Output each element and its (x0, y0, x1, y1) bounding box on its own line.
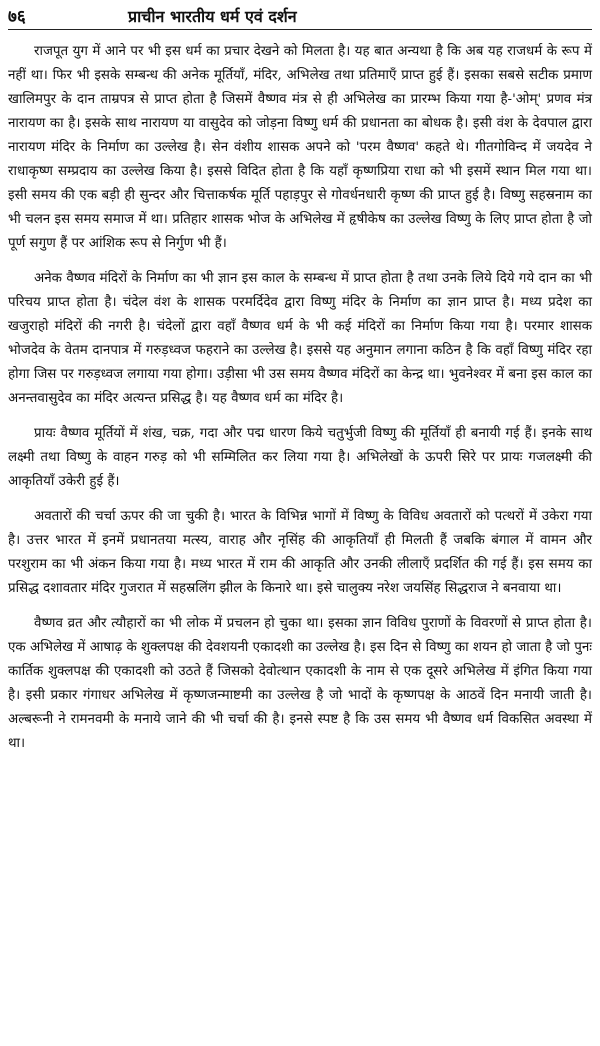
header-rule (8, 29, 592, 30)
paragraph-2: अनेक वैष्णव मंदिरों के निर्माण का भी ज्ञान इस काल के सम्बन्ध में प्राप्त होता है तथा उनके लिये दिये गये दान का भी परिचय प्राप्त होता है। चंदेल वंश के शासक परमर्दिदेव द्वारा विष्णु मंदिर के निर्माण का ज्ञान प्राप्त है। मध्य प्रदेश का खजुराहो मंदिरों की नगरी है। चंदेलों द्वारा वहाँ वैष्णव धर्म के भी कई मंदिरों का निर्माण किया गया है। परमार शासक भोजदेव के वेतम दानपात्र में गरुड़ध्वज फहराने का उल्लेख है। इससे यह अनुमान लगाना कठिन है कि वहाँ विष्णु मंदिर रहा होगा जिस पर गरुड़ध्वज लगाया गया होगा। उड़ीसा भी उस समय वैष्णव मंदिरों का केन्द्र था। भुवनेश्वर में बना इस काल का अनन्तवासुदेव का मंदिर अत्यन्त प्रसिद्ध है। यह वैष्णव धर्म का मंदिर है। (8, 271, 592, 406)
paragraph-4: अवतारों की चर्चा ऊपर की जा चुकी है। भारत के विभिन्न भागों में विष्णु के विविध अवतारों को पत्थरों में उकेरा गया है। उत्तर भारत में इनमें प्रधानतया मत्स्य, वाराह और नृसिंह की आकृतियाँ ही मिलती हैं जबकि बंगाल में वामन और परशुराम का भी अंकन किया गया है। मध्य भारत में राम की आकृति और उनकी लीलाएँ प्रदर्शित की गई हैं। इस समय का प्रसिद्ध दशावतार मंदिर गुजरात में सहस्रलिंग झील के किनारे था। इसे चालुक्य नरेश जयसिंह सिद्धराज ने बनवाया था। (8, 509, 592, 596)
running-title: प्राचीन भारतीय धर्म एवं दर्शन (128, 7, 297, 26)
paragraph-1: राजपूत युग में आने पर भी इस धर्म का प्रचार देखने को मिलता है। यह बात अन्यथा है कि अब यह राजधर्म के रूप में नहीं था। फिर भी इसके सम्बन्ध की अनेक मूर्तियाँ, मंदिर, अभिलेख तथा प्रतिमाएँ प्राप्त हुई हैं। इसका सबसे सटीक प्रमाण खालिमपुर के दान ताम्रपत्र से प्राप्त होता है जिसमें वैष्णव मंत्र से ही अभिलेख का प्रारम्भ किया गया है-'ओम्' प्रणव मंत्र नारायण का है। इसके साथ नारायण या वासुदेव को जोड़ना विष्णु धर्म की प्रधानता का बोधक है। इसी वंश के देवपाल द्वारा नारायण मंदिर के निर्माण का उल्लेख है। सेन वंशीय शासक अपने को 'परम वैष्णव' कहते थे। गीतगोविन्द में जयदेव ने राधाकृष्ण सम्प्रदाय का उल्लेख किया है। इससे विदित होता है कि यहाँ कृष्णप्रिया राधा को भी इसमें स्थान मिल गया था। इसी समय की एक बड़ी ही सुन्दर और चित्ताकर्षक मूर्ति पहाड़पुर से गोवर्धनधारी कृष्ण की प्राप्त हुई है। विष्णु सहस्रनाम का भी चलन इस समय समाज में था। प्रतिहार शासक भोज के अभिलेख में हृषीकेष का उल्लेख विष्णु के लिए प्राप्त होता है जो पूर्ण सगुण हैं पर आंशिक रूप से निर्गुण भी हैं। (8, 44, 592, 251)
paragraph-5: वैष्णव व्रत और त्यौहारों का भी लोक में प्रचलन हो चुका था। इसका ज्ञान विविध पुराणों के विवरणों से प्राप्त होता है। एक अभिलेख में आषाढ़ के शुक्लपक्ष की देवशयनी एकादशी का उल्लेख है। इस दिन से विष्णु का शयन हो जाता है जो पुनः कार्तिक शुक्लपक्ष की एकादशी को उठते हैं जिसको देवोत्थान एकादशी के नाम से एक दूसरे अभिलेख में इंगित किया गया है। इसी प्रकार गंगाधर अभिलेख में कृष्णजन्माष्टमी का उल्लेख है जो भादों के कृष्णपक्ष के आठवें दिन मनायी जाती है। अल्बरूनी ने रामनवमी के मनाये जाने की भी चर्चा की है। इनसे स्पष्ट है कि उस समय भी वैष्णव धर्म विकसित अवस्था में था। (8, 616, 592, 751)
paragraph-3: प्रायः वैष्णव मूर्तियों में शंख, चक्र, गदा और पद्म धारण किये चतुर्भुजी विष्णु की मूर्तियाँ ही बनायी गई हैं। इनके साथ लक्ष्मी तथा विष्णु के वाहन गरुड़ को भी सम्मिलित कर लिया गया है। अभिलेखों के ऊपरी सिरे पर प्रायः गजलक्ष्मी की आकृतियाँ उकेरी हुई हैं। (8, 426, 592, 489)
page-number: ७६ (8, 7, 26, 27)
page-body (8, 40, 592, 756)
page-header (8, 4, 592, 26)
